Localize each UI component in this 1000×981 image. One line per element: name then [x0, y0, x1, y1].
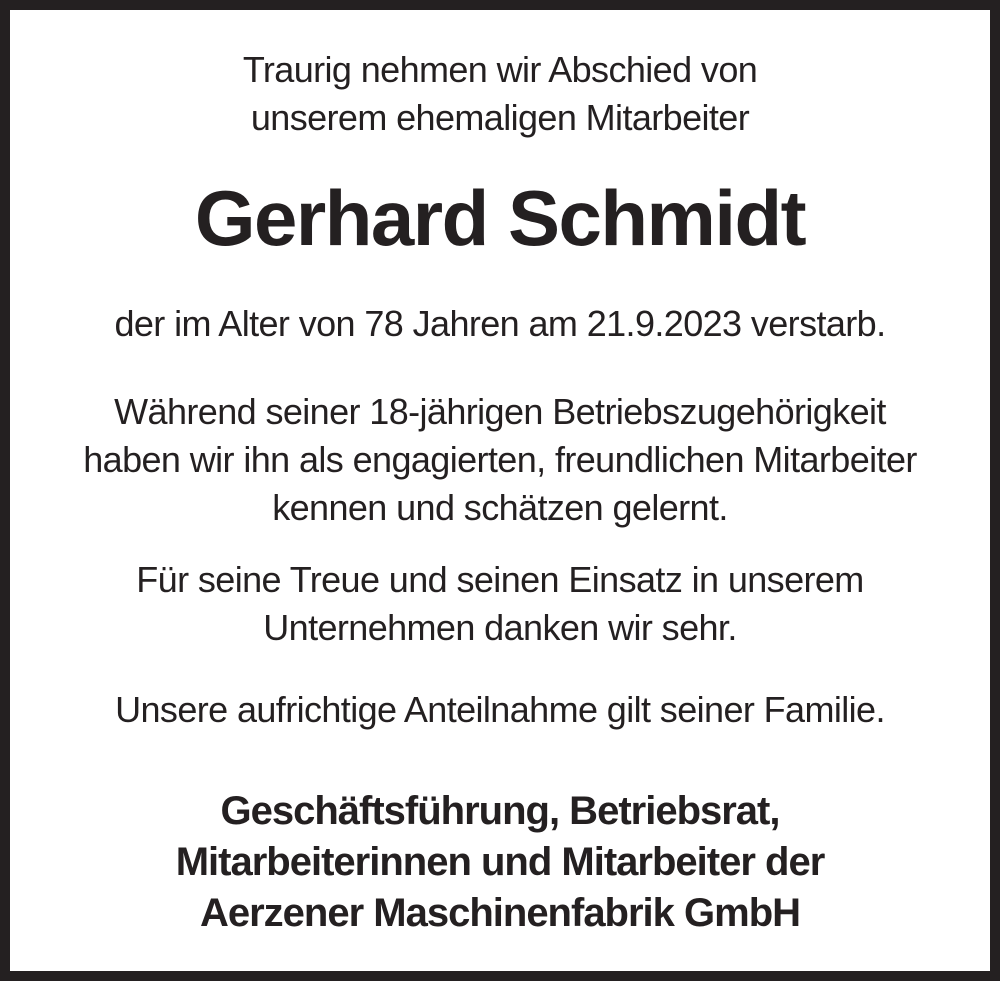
death-date-line: der im Alter von 78 Jahren am 21.9.2023 verstarb. — [114, 303, 886, 344]
signature-line-1: Geschäftsführung, Betriebsrat, — [220, 789, 780, 833]
tribute-line-1: Während seiner 18-jährigen Betriebszugehörigkeit — [114, 391, 886, 432]
intro-line-1: Traurig nehmen wir Abschied von — [242, 49, 758, 90]
signature-line-3: Aerzener Maschinenfabrik GmbH — [199, 891, 801, 935]
thanks-line-1: Für seine Treue und seinen Einsatz in unserem — [136, 559, 864, 600]
thanks-line-2: Unternehmen danken wir sehr. — [263, 607, 737, 648]
condolence-line: Unsere aufrichtige Anteilnahme gilt seiner Familie. — [115, 689, 885, 730]
tribute-line-2: haben wir ihn als engagierten, freundlichen Mitarbeiter — [83, 439, 917, 480]
tribute-line-3: kennen und schätzen gelernt. — [272, 487, 728, 528]
signature-line-2: Mitarbeiterinnen und Mitarbeiter der — [175, 840, 825, 884]
deceased-name: Gerhard Schmidt — [194, 174, 806, 262]
thanks-paragraph — [10, 556, 990, 652]
tribute-paragraph — [10, 388, 990, 532]
intro-text — [10, 46, 990, 142]
intro-line-2: unserem ehemaligen Mitarbeiter — [250, 97, 750, 138]
signature-block — [10, 786, 990, 939]
